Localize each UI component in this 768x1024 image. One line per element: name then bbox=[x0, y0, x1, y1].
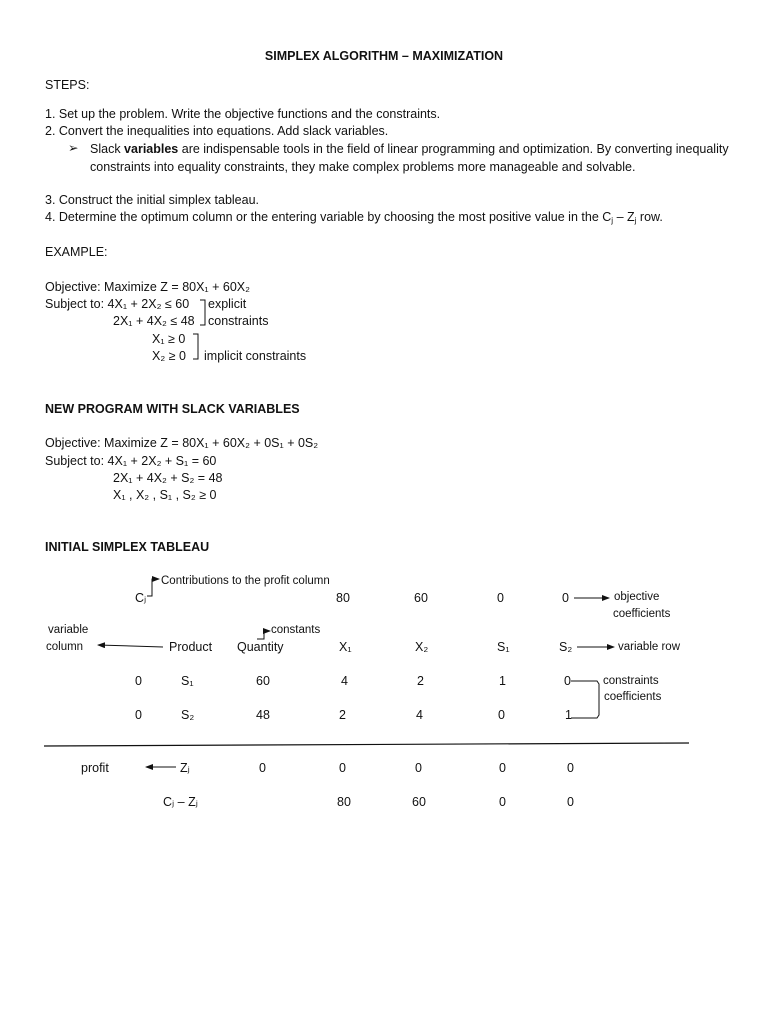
row2-x2: 4 bbox=[416, 708, 423, 722]
cj-value-x1: 80 bbox=[336, 591, 350, 605]
annot-profit-column: Contributions to the profit column bbox=[161, 575, 330, 587]
example-constraint-4: X₂ ≥ 0 bbox=[152, 349, 186, 363]
row2-cj: 0 bbox=[135, 708, 142, 722]
row2-product: S₂ bbox=[181, 708, 195, 722]
example-constraint-2: 2X₁ + 4X₂ ≤ 48 bbox=[113, 314, 195, 328]
step-1: 1. Set up the problem. Write the objective functions and the constraints. bbox=[45, 107, 441, 121]
annot-variable: variable bbox=[48, 624, 89, 636]
cj-value-x2: 60 bbox=[414, 591, 428, 605]
cjzj-s1: 0 bbox=[499, 795, 506, 809]
row1-x2: 2 bbox=[417, 674, 424, 688]
zj-s1: 0 bbox=[499, 761, 506, 775]
zj-quantity: 0 bbox=[259, 761, 266, 775]
cjzj-label: Cⱼ – Zⱼ bbox=[163, 795, 198, 809]
explicit-label-2: constraints bbox=[208, 314, 269, 328]
slack-heading: NEW PROGRAM WITH SLACK VARIABLES bbox=[45, 402, 300, 416]
step-2-bullet: Slack variables are indispensable tools in the field of linear programming and optimization. By converting inequality constraints into equality constraints, they make complex problems more manageable and solvable. bbox=[90, 142, 729, 174]
zj-x1: 0 bbox=[339, 761, 346, 775]
cj-value-s1: 0 bbox=[497, 591, 504, 605]
profit-column-pointer bbox=[147, 579, 159, 596]
header-x2: X₂ bbox=[415, 640, 429, 654]
zj-s2: 0 bbox=[567, 761, 574, 775]
constraints-bracket bbox=[571, 681, 599, 718]
steps-label: STEPS: bbox=[45, 78, 90, 92]
page-title: SIMPLEX ALGORITHM – MAXIMIZATION bbox=[264, 49, 504, 63]
annot-constraints-2: coefficients bbox=[604, 691, 662, 703]
example-constraint-3: X₁ ≥ 0 bbox=[152, 332, 186, 346]
tableau-heading: INITIAL SIMPLEX TABLEAU bbox=[45, 540, 210, 554]
cjzj-x2: 60 bbox=[412, 795, 426, 809]
step-3: 3. Construct the initial simplex tableau. bbox=[45, 193, 259, 207]
implicit-label: implicit constraints bbox=[204, 349, 307, 363]
cj-value-s2: 0 bbox=[562, 591, 569, 605]
row1-x1: 4 bbox=[341, 674, 348, 688]
row1-quantity: 60 bbox=[256, 674, 270, 688]
row2-x1: 2 bbox=[339, 708, 346, 722]
row2-quantity: 48 bbox=[256, 708, 270, 722]
header-s1: S₁ bbox=[497, 640, 510, 654]
variable-column-arrow bbox=[98, 645, 163, 647]
annot-variable-row: variable row bbox=[618, 641, 680, 653]
slack-constraint-3: X₁ , X₂ , S₁ , S₂ ≥ 0 bbox=[113, 488, 217, 502]
example-constraint-1: Subject to: 4X₁ + 2X₂ ≤ 60 bbox=[45, 297, 190, 311]
zj-label: Zⱼ bbox=[180, 761, 190, 775]
arrow-bullet-icon: ➢ bbox=[68, 141, 79, 155]
annot-constraints: constraints bbox=[603, 675, 659, 687]
row2-s1: 0 bbox=[498, 708, 505, 722]
row1-cj: 0 bbox=[135, 674, 142, 688]
constants-pointer bbox=[257, 631, 270, 639]
annot-objective-2: coefficients bbox=[613, 608, 671, 620]
annot-constants: constants bbox=[271, 624, 321, 636]
row1-s1: 1 bbox=[499, 674, 506, 688]
annot-variable-2: column bbox=[46, 641, 84, 653]
header-quantity: Quantity bbox=[237, 640, 284, 654]
zj-x2: 0 bbox=[415, 761, 422, 775]
slack-constraint-1: Subject to: 4X₁ + 2X₂ + S₁ = 60 bbox=[45, 454, 217, 468]
step-4: 4. Determine the optimum column or the entering variable by choosing the most positive value in the $C_j - Z_j$ row. bbox=[45, 210, 663, 226]
row1-product: S₁ bbox=[181, 674, 194, 688]
slack-constraint-2: 2X₁ + 4X₂ + S₂ = 48 bbox=[113, 471, 223, 485]
slack-objective: Objective: Maximize Z = 80X₁ + 60X₂ + 0S₁ + 0S₂ bbox=[45, 436, 319, 450]
example-objective: Objective: Maximize Z = 80X₁ + 60X₂ bbox=[45, 280, 250, 294]
implicit-bracket bbox=[193, 334, 198, 359]
annot-objective: objective bbox=[614, 591, 660, 603]
example-label: EXAMPLE: bbox=[45, 245, 108, 259]
cjzj-s2: 0 bbox=[567, 795, 574, 809]
header-s2: S₂ bbox=[559, 640, 573, 654]
step-2: 2. Convert the inequalities into equations. Add slack variables. bbox=[45, 124, 389, 138]
row2-s2: 1 bbox=[565, 708, 572, 722]
header-x1: X₁ bbox=[339, 640, 352, 654]
explicit-bracket bbox=[200, 300, 205, 325]
header-product: Product bbox=[169, 640, 213, 654]
tableau-divider bbox=[44, 743, 689, 746]
cjzj-x1: 80 bbox=[337, 795, 351, 809]
profit-label: profit bbox=[81, 761, 109, 775]
explicit-label: explicit bbox=[208, 297, 247, 311]
cj-label: Cⱼ bbox=[135, 591, 147, 605]
row1-s2: 0 bbox=[564, 674, 571, 688]
